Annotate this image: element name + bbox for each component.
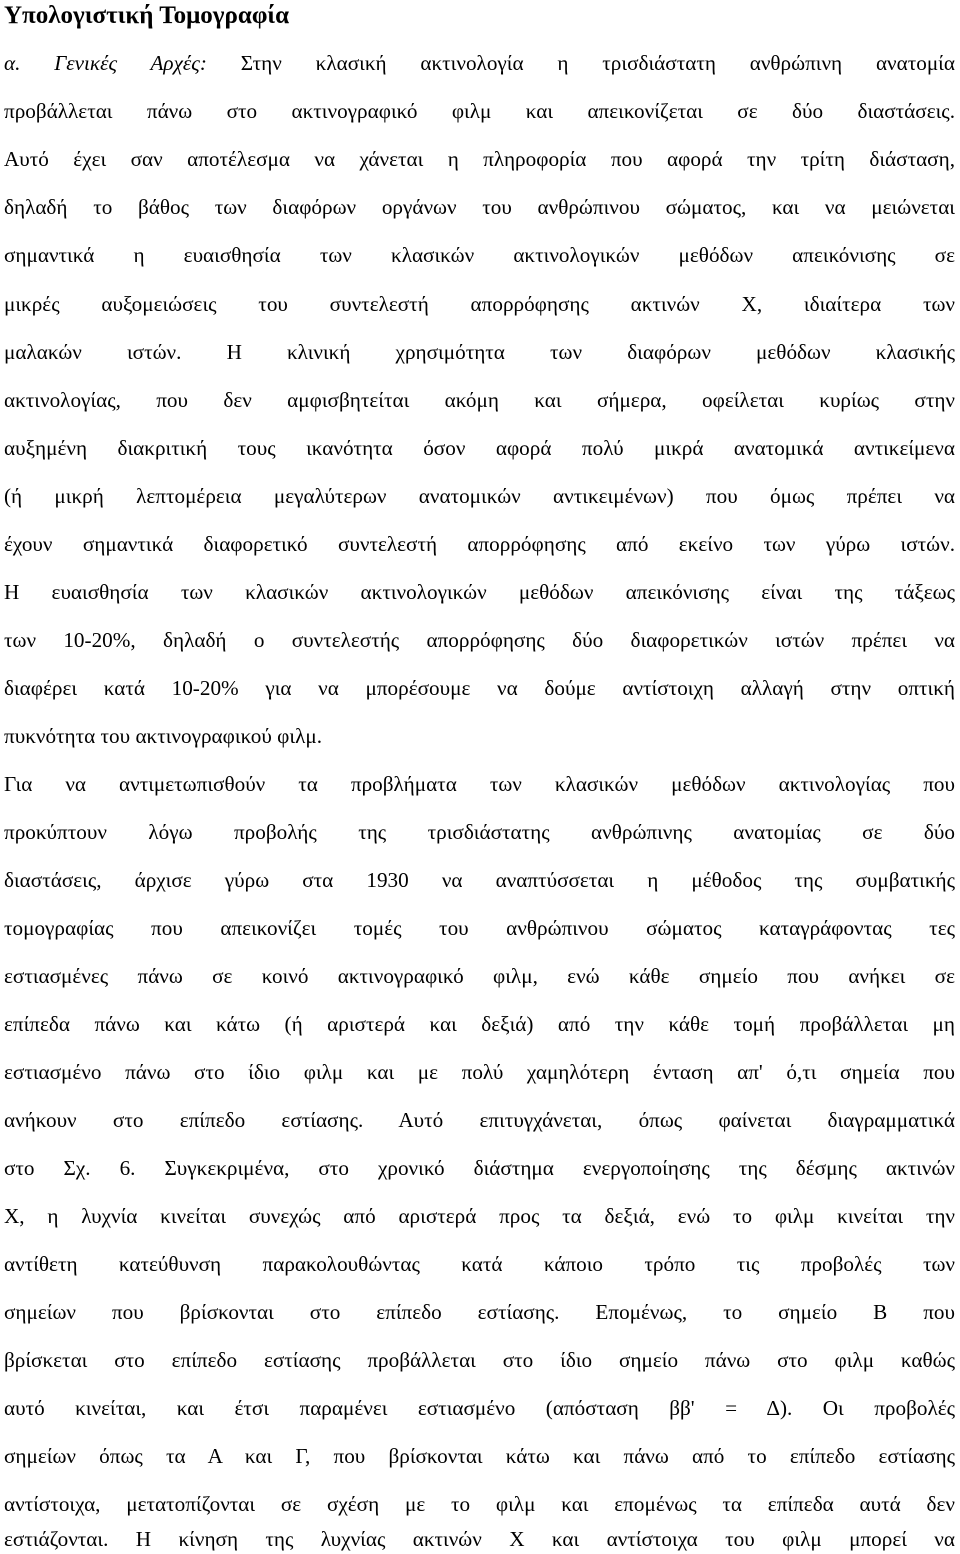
text-line-31: αντίστοιχα, μετατοπίζονται σε σχέση με το φιλμ και επομένως τα επίπεδα αυτά δεν <box>4 1492 955 1516</box>
text-line-24: στο Σχ. 6. Συγκεκριμένα, στο χρονικό διάστημα ενεργοποίησης της δέσμης ακτινών <box>4 1156 955 1180</box>
text-line-19: τομογραφίας που απεικονίζει τομές του ανθρώπινου σώματος καταγράφοντας τες <box>4 916 955 940</box>
text-line-28: βρίσκεται στο επίπεδο εστίασης προβάλλεται στο ίδιο σημείο πάνω στο φιλμ καθώς <box>4 1348 955 1372</box>
text-line-11: έχουν σημαντικά διαφορετικό συντελεστή απορρόφησης από εκείνο των γύρω ιστών. <box>4 532 955 556</box>
text-line-3: Αυτό έχει σαν αποτέλεσμα να χάνεται η πληροφορία που αφορά την τρίτη διάσταση, <box>4 147 955 171</box>
text-line-12: Η ευαισθησία των κλασικών ακτινολογικών μεθόδων απεικόνισης είναι της τάξεως <box>4 580 955 604</box>
text-line-5: σημαντικά η ευαισθησία των κλασικών ακτινολογικών μεθόδων απεικόνισης σε <box>4 243 955 267</box>
text-line-15: πυκνότητα του ακτινογραφικού φιλμ. <box>4 724 323 748</box>
text-line-14: διαφέρει κατά 10-20% για να μπορέσουμε να δούμε αντίστοιχη αλλαγή στην οπτική <box>4 676 955 700</box>
text-line-20: εστιασμένες πάνω σε κοινό ακτινογραφικό φιλμ, ενώ κάθε σημείο που ανήκει σε <box>4 964 955 988</box>
text-line-30: σημείων όπως τα Α και Γ, που βρίσκονται κάτω και πάνω από το επίπεδο εστίασης <box>4 1444 955 1468</box>
text-line-9: αυξημένη διακριτική τους ικανότητα όσον αφορά πολύ μικρά ανατομικά αντικείμενα <box>4 436 955 460</box>
text-line-18: διαστάσεις, άρχισε γύρω στα 1930 να αναπτύσσεται η μέθοδος της συμβατικής <box>4 868 955 892</box>
text-line-1 <box>4 48 955 78</box>
text-line-4: δηλαδή το βάθος των διαφόρων οργάνων του ανθρώπινου σώματος, και να μειώνεται <box>4 195 955 219</box>
text-line-1-content: Στην κλασική ακτινολογία η τρισδιάστατη ανθρώπινη ανατομία <box>206 51 955 75</box>
text-line-17: προκύπτουν λόγω προβολής της τρισδιάστατης ανθρώπινης ανατομίας σε δύο <box>4 820 955 844</box>
text-line-7: μαλακών ιστών. Η κλινική χρησιμότητα των διαφόρων μεθόδων κλασικής <box>4 340 955 364</box>
text-line-29: αυτό κινείται, και έτσι παραμένει εστιασμένο (απόσταση ββ' = Δ). Οι προβολές <box>4 1396 955 1420</box>
text-line-16: Για να αντιμετωπισθούν τα προβλήματα των κλασικών μεθόδων ακτινολογίας που <box>4 772 955 796</box>
text-line-23: ανήκουν στο επίπεδο εστίασης. Αυτό επιτυγχάνεται, όπως φαίνεται διαγραμματικά <box>4 1108 955 1132</box>
text-line-2: προβάλλεται πάνω στο ακτινογραφικό φιλμ και απεικονίζεται σε δύο διαστάσεις. <box>4 99 955 123</box>
text-line-21: επίπεδα πάνω και κάτω (ή αριστερά και δεξιά) από την κάθε τομή προβάλλεται μη <box>4 1012 955 1036</box>
text-line-13: των 10-20%, δηλαδή ο συντελεστής απορρόφησης δύο διαφορετικών ιστών πρέπει να <box>4 628 955 652</box>
page-title: Υπολογιστική Τομογραφία <box>4 2 290 29</box>
text-line-26: αντίθετη κατεύθυνση παρακολουθώντας κατά κάποιο τρόπο τις προβολές των <box>4 1252 955 1276</box>
text-line-10: (ή μικρή λεπτομέρεια μεγαλύτερων ανατομικών αντικειμένων) που όμως πρέπει να <box>4 484 955 508</box>
text-line-6: μικρές αυξομειώσεις του συντελεστή απορρόφησης ακτινών Χ, ιδιαίτερα των <box>4 292 955 316</box>
section-label: α. Γενικές Αρχές: <box>4 51 207 75</box>
text-line-8: ακτινολογίας, που δεν αμφισβητείται ακόμη και σήμερα, οφείλεται κυρίως στην <box>4 388 955 412</box>
text-line-27: σημείων που βρίσκονται στο επίπεδο εστίασης. Επομένως, το σημείο Β που <box>4 1300 955 1324</box>
text-line-25: Χ, η λυχνία κινείται συνεχώς από αριστερά προς τα δεξιά, ενώ το φιλμ κινείται την <box>4 1204 955 1228</box>
text-line-32: εστιάζονται. Η κίνηση της λυχνίας ακτινών Χ και αντίστοιχα του φιλμ μπορεί να <box>4 1527 955 1551</box>
text-line-22: εστιασμένο πάνω στο ίδιο φιλμ και με πολύ χαμηλότερη ένταση απ' ό,τι σημεία που <box>4 1060 955 1084</box>
